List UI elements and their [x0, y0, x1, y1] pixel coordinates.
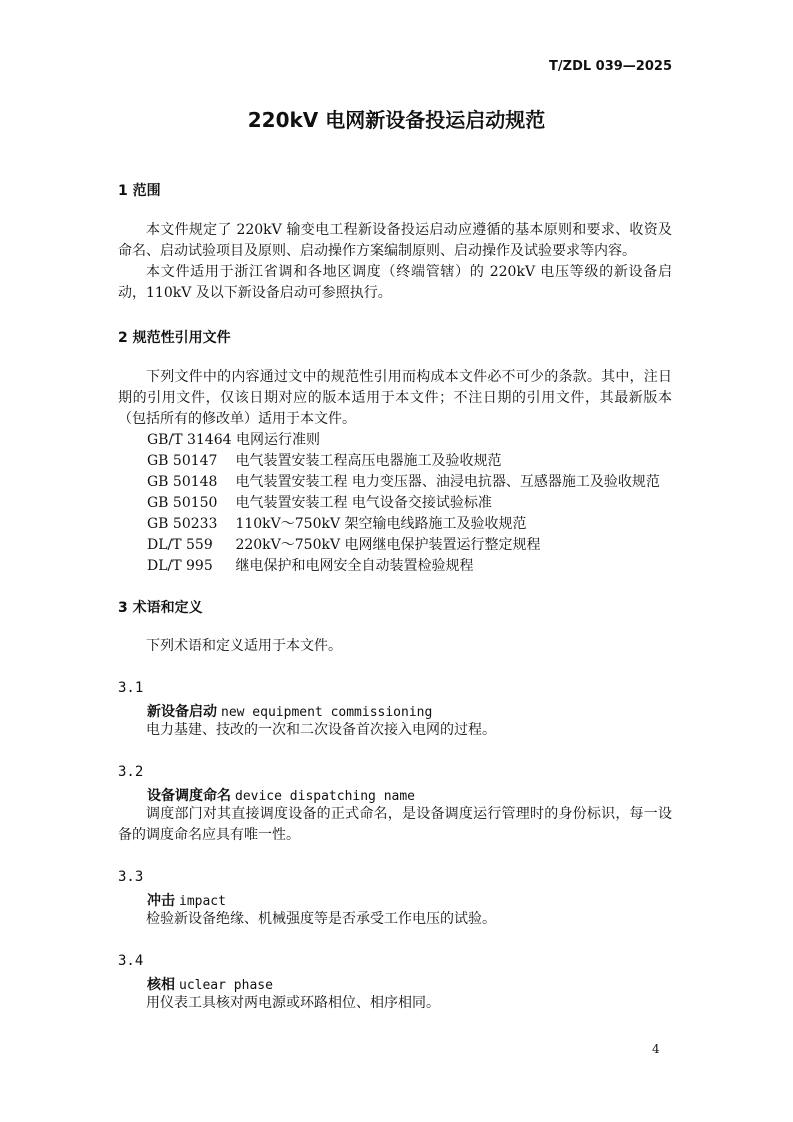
term-definition: 用仪表工具核对两电源或环路相位、相序相同。	[146, 995, 440, 1011]
reference-item	[147, 430, 320, 451]
term-number: 3.4	[118, 953, 144, 969]
reference-code: GB 50233	[147, 516, 218, 532]
reference-item	[147, 451, 501, 472]
term-heading	[147, 701, 432, 721]
reference-title: 电气装置安装工程 电力变压器、油浸电抗器、互感器施工及验收规范	[235, 474, 660, 490]
paragraph: 本文件规定了 220kV 输变电工程新设备投运启动应遵循的基本原则和要求、收资及命名、启动试验项目及原则、启动操作方案编制原则、启动操作及试验要求等内容。	[118, 222, 672, 259]
reference-code: GB/T 31464	[147, 432, 232, 448]
section-heading-terms: 3 术语和定义	[118, 600, 203, 616]
reference-code: DL/T 995	[147, 558, 213, 574]
paragraph: 下列文件中的内容通过文中的规范性引用而构成本文件必不可少的条款。其中，注日期的引用文件，仅该日期对应的版本适用于本文件；不注日期的引用文件，其最新版本（包括所有的修改单）适用于本文件。	[118, 369, 672, 427]
page-title: 220kV 电网新设备投运启动规范	[247, 108, 546, 132]
reference-title: 继电保护和电网安全自动装置检验规程	[235, 558, 474, 574]
reference-item	[147, 556, 473, 577]
term-number: 3.2	[118, 764, 144, 780]
term-definition: 电力基建、技改的一次和二次设备首次接入电网的过程。	[146, 722, 496, 738]
term-english: device dispatching name	[235, 789, 416, 804]
reference-title: 220kV～750kV 电网继电保护装置运行整定规程	[235, 537, 541, 553]
reference-item	[147, 493, 492, 514]
reference-item	[147, 472, 660, 493]
reference-item	[147, 535, 541, 556]
term-heading	[147, 785, 415, 805]
paragraph: 下列术语和定义适用于本文件。	[146, 638, 342, 654]
term-chinese: 设备调度命名	[147, 788, 231, 804]
term-number: 3.1	[118, 680, 144, 696]
term-english: new equipment commissioning	[221, 705, 433, 720]
reference-title: 电网运行准则	[235, 432, 320, 448]
document-number: T/ZDL 039—2025	[549, 59, 672, 74]
page-number: 4	[652, 1042, 660, 1056]
reference-item	[147, 514, 527, 535]
term-chinese: 新设备启动	[147, 704, 217, 720]
term-number: 3.3	[118, 869, 144, 885]
term-definition: 检验新设备绝缘、机械强度等是否承受工作电压的试验。	[146, 911, 496, 927]
term-definition: 调度部门对其直接调度设备的正式命名，是设备调度运行管理时的身份标识，每一设备的调度命名应具有唯一性。	[118, 806, 672, 843]
term-heading	[147, 974, 273, 994]
reference-title: 电气装置安装工程 电气设备交接试验标准	[235, 495, 492, 511]
reference-code: GB 50147	[147, 453, 218, 469]
paragraph: 本文件适用于浙江省调和各地区调度（终端管辖）的 220kV 电压等级的新设备启动，110kV 及以下新设备启动可参照执行。	[118, 264, 672, 301]
reference-code: GB 50150	[147, 495, 218, 511]
section-heading-references: 2 规范性引用文件	[118, 330, 231, 346]
reference-title: 110kV～750kV 架空输电线路施工及验收规范	[235, 516, 527, 532]
term-english: impact	[179, 894, 226, 909]
term-heading	[147, 890, 226, 910]
term-chinese: 冲击	[147, 893, 175, 909]
reference-title: 电气装置安装工程高压电器施工及验收规范	[235, 453, 502, 469]
section-heading-scope: 1 范围	[118, 183, 161, 199]
term-english: uclear phase	[179, 978, 273, 993]
term-chinese: 核相	[147, 977, 175, 993]
reference-code: GB 50148	[147, 474, 218, 490]
reference-code: DL/T 559	[147, 537, 213, 553]
